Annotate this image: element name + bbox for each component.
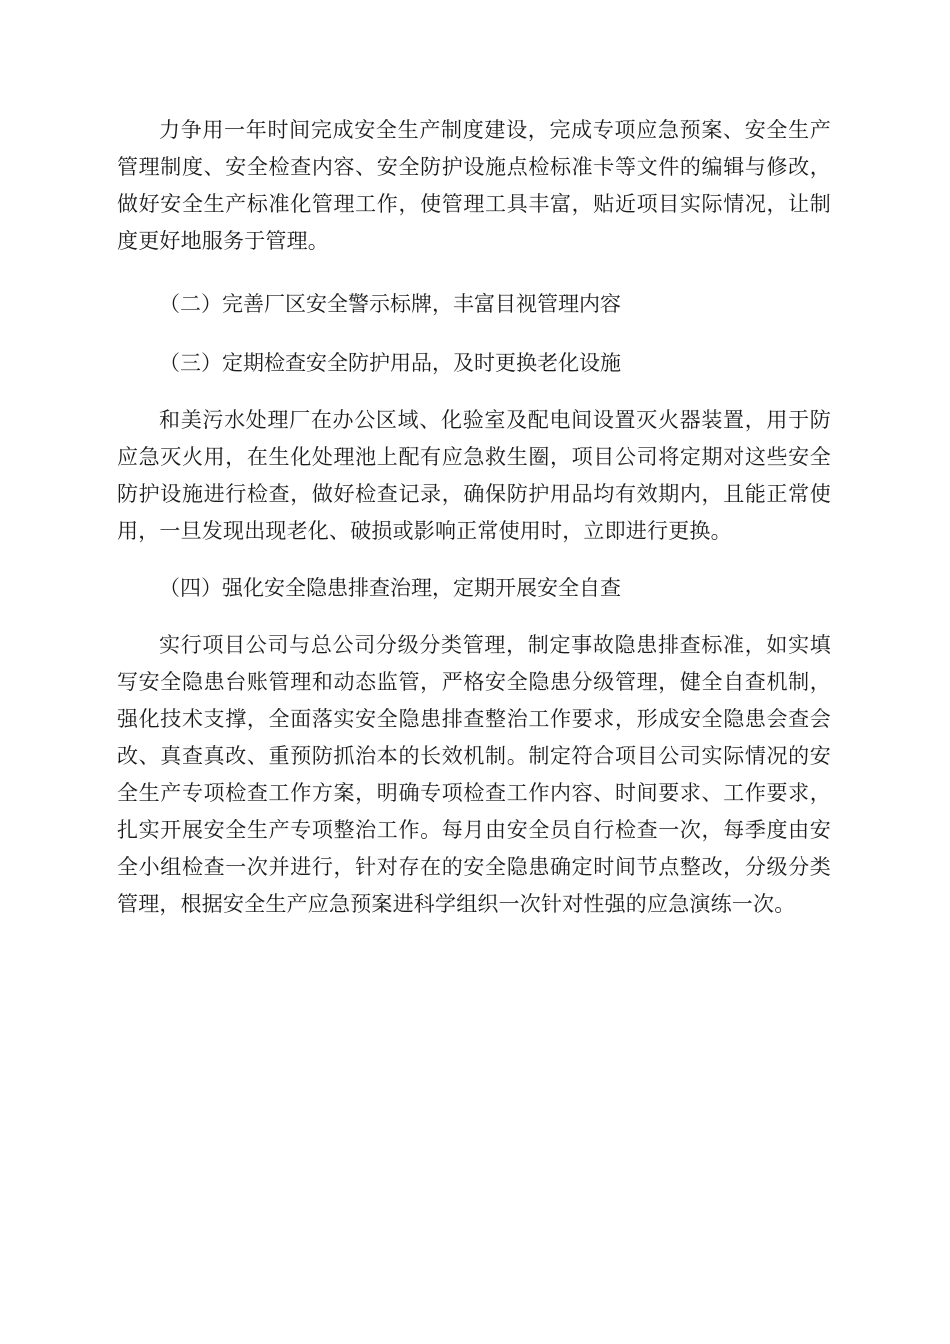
section-heading-4: （四）强化安全隐患排查治理，定期开展安全自查 bbox=[159, 576, 621, 600]
paragraph-protective-equipment: 和美污水处理厂在办公区域、化验室及配电间设置灭火器装置，用于防应急灭火用，在生化处理池上配有应急救生圈，项目公司将定期对这些安全防护设施进行检查，做好检查记录，确保防护用品均有效期内，且能正常使用，一旦发现出现老化、破损或影响正常使用时，立即进行更换。 bbox=[117, 408, 831, 543]
section-heading-2: （二）完善厂区安全警示标牌，丰富目视管理内容 bbox=[159, 292, 621, 316]
paragraph-system-building: 力争用一年时间完成安全生产制度建设，完成专项应急预案、安全生产管理制度、安全检查内容、安全防护设施点检标准卡等文件的编辑与修改，做好安全生产标准化管理工作，使管理工具丰富，贴近项目实际情况，让制度更好地服务于管理。 bbox=[117, 118, 831, 253]
document-page bbox=[117, 112, 831, 923]
paragraph-hazard-inspection: 实行项目公司与总公司分级分类管理，制定事故隐患排查标准，如实填写安全隐患台账管理和动态监管，严格安全隐患分级管理，健全自查机制，强化技术支撑，全面落实安全隐患排查整治工作要求，形成安全隐患会查会改、真查真改、重预防抓治本的长效机制。制定符合项目公司实际情况的安全生产专项检查工作方案，明确专项检查工作内容、时间要求、工作要求，扎实开展安全生产专项整治工作。每月由安全员自行检查一次，每季度由安全小组检查一次并进行，针对存在的安全隐患确定时间节点整改，分级分类管理，根据安全生产应急预案进科学组织一次针对性强的应急演练一次。 bbox=[117, 633, 831, 916]
section-heading-3: （三）定期检查安全防护用品，及时更换老化设施 bbox=[159, 351, 621, 375]
